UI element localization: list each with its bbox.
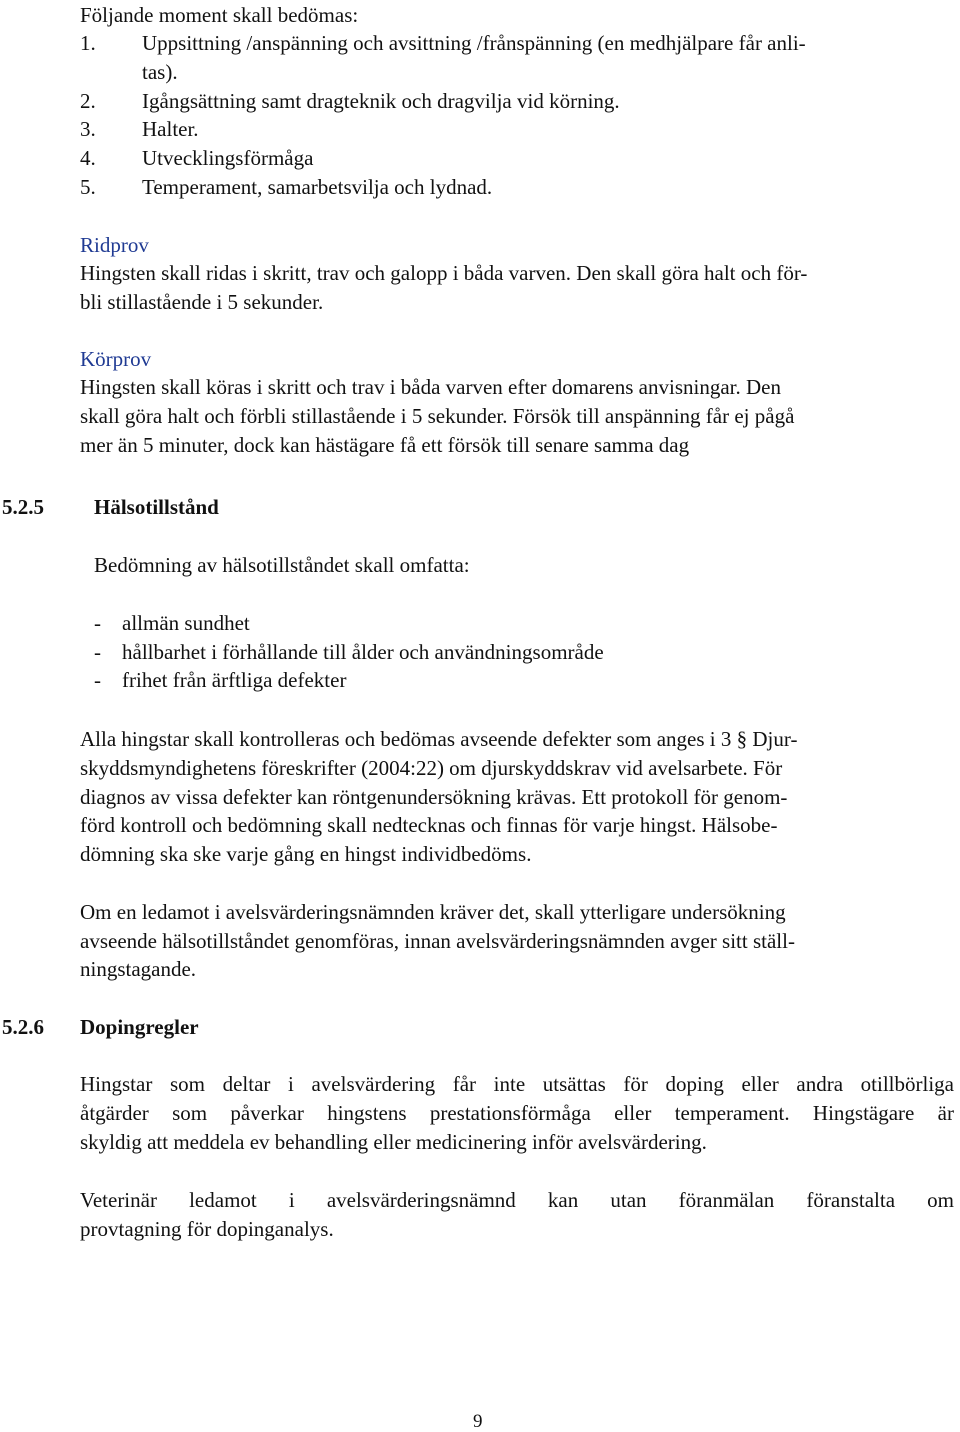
section-number: 5.2.5 — [2, 495, 44, 519]
korprov-text: mer än 5 minuter, dock kan hästägare få ett försök till senare samma dag — [80, 433, 690, 457]
paragraph-line: skyddsmyndighetens föreskrifter (2004:22) om djurskyddskrav vid avelsarbete. För — [80, 756, 783, 780]
list-number: 3. — [80, 117, 96, 141]
list-item: Halter. — [142, 117, 199, 141]
bullet-marker: - — [94, 611, 101, 635]
list-number: 5. — [80, 175, 96, 199]
section-title: Dopingregler — [80, 1015, 199, 1039]
list-item: Uppsittning /anspänning och avsittning /frånspänning (en medhjälpare får anli- — [142, 31, 806, 55]
list-item: Temperament, samarbetsvilja och lydnad. — [142, 175, 493, 199]
bullet-marker: - — [94, 668, 101, 692]
intro-text: Följande moment skall bedömas: — [80, 3, 359, 27]
paragraph-line: provtagning för dopinganalys. — [80, 1217, 334, 1241]
paragraph-line: skyldig att meddela ev behandling eller medicinering inför avelsvärdering. — [80, 1130, 707, 1154]
page-number: 9 — [473, 1411, 483, 1432]
ridprov-heading: Ridprov — [80, 233, 149, 257]
paragraph-line: diagnos av vissa defekter kan röntgenundersökning krävas. Ett protokoll för genom- — [80, 785, 788, 809]
list-number: 4. — [80, 146, 96, 170]
section-number: 5.2.6 — [2, 1015, 44, 1039]
list-item: frihet från ärftliga defekter — [122, 668, 347, 692]
paragraph-line: Hingstar som deltar i avelsvärdering får inte utsättas för doping eller andra otillbörliga — [80, 1072, 954, 1096]
list-number: 1. — [80, 31, 96, 55]
ridprov-text: bli stillastående i 5 sekunder. — [80, 290, 324, 314]
paragraph-line: dömning ska ske varje gång en hingst individbedöms. — [80, 842, 532, 866]
health-lead-text: Bedömning av hälsotillståndet skall omfatta: — [94, 553, 470, 577]
ridprov-text: Hingsten skall ridas i skritt, trav och galopp i båda varven. Den skall göra halt och för- — [80, 261, 808, 285]
list-item: hållbarhet i förhållande till ålder och användningsområde — [122, 640, 604, 664]
korprov-text: Hingsten skall köras i skritt och trav i båda varven efter domarens anvisningar. Den — [80, 375, 781, 399]
list-number: 2. — [80, 89, 96, 113]
korprov-text: skall göra halt och förbli stillastående i 5 sekunder. Försök till anspänning får ej pågå — [80, 404, 795, 428]
paragraph-line: avseende hälsotillståndet genomföras, innan avelsvärderingsnämnden avger sitt ställ- — [80, 929, 795, 953]
paragraph-line: Alla hingstar skall kontrolleras och bedömas avseende defekter som anges i 3 § Djur- — [80, 727, 798, 751]
list-item: Igångsättning samt dragteknik och dragvilja vid körning. — [142, 89, 620, 113]
paragraph-line: Veterinär ledamot i avelsvärderingsnämnd kan utan föranmälan föranstalta om — [80, 1188, 954, 1212]
bullet-marker: - — [94, 640, 101, 664]
section-title: Hälsotillstånd — [94, 495, 219, 519]
korprov-heading: Körprov — [80, 347, 152, 371]
paragraph-line: åtgärder som påverkar hingstens prestationsförmåga eller temperament. Hingstägare är — [80, 1101, 954, 1125]
paragraph-line: ningstagande. — [80, 957, 197, 981]
paragraph-line: Om en ledamot i avelsvärderingsnämnden kräver det, skall ytterligare undersökning — [80, 900, 786, 924]
list-item-continuation: tas). — [142, 60, 178, 84]
paragraph-line: förd kontroll och bedömning skall nedtecknas och finnas för varje hingst. Hälsobe- — [80, 813, 778, 837]
list-item: allmän sundhet — [122, 611, 250, 635]
list-item: Utvecklingsförmåga — [142, 146, 314, 170]
